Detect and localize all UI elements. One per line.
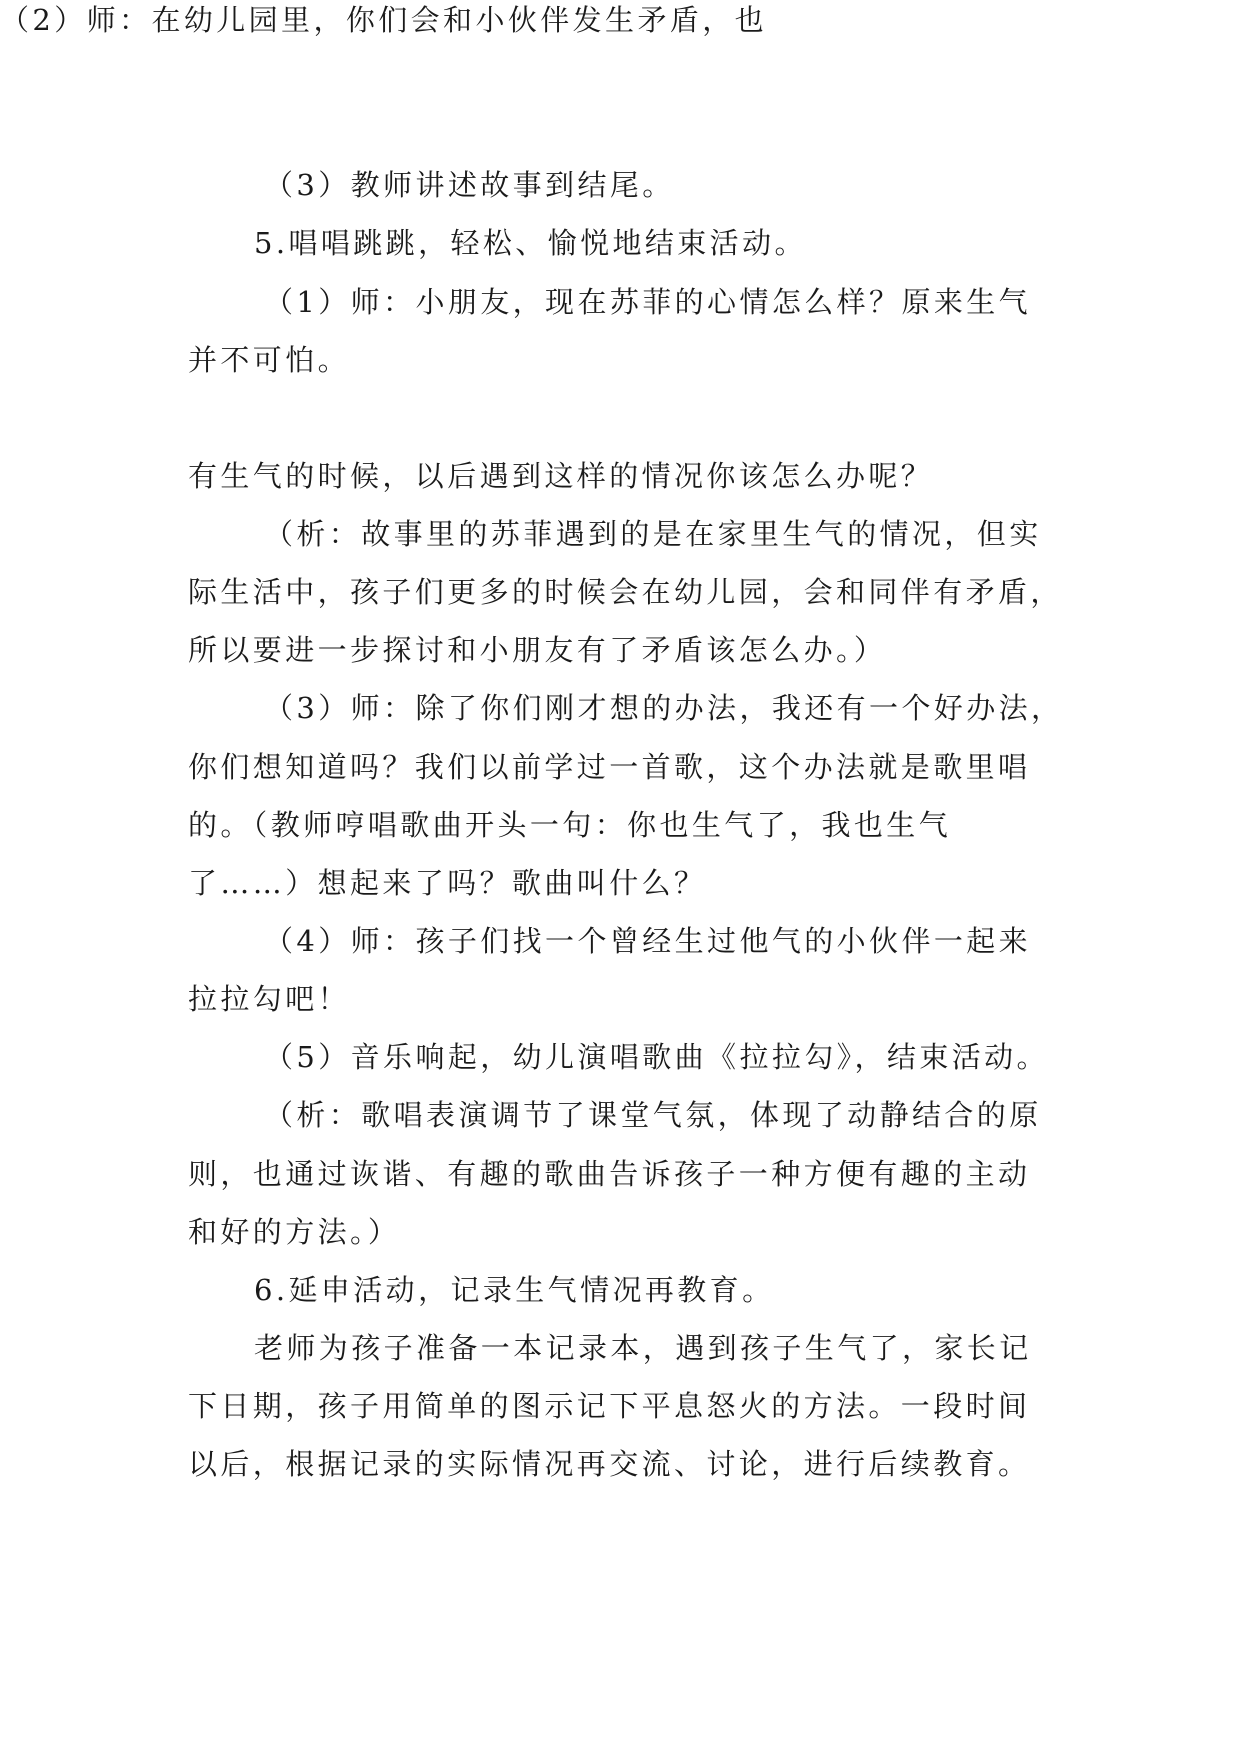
text-line: 下日期，孩子用简单的图示记下平息怒火的方法。一段时间 [188,1389,1031,1423]
text-line: 以后，根据记录的实际情况再交流、讨论，进行后续教育。 [188,1447,1031,1481]
text-line: 你们想知道吗？我们以前学过一首歌，这个办法就是歌里唱 [188,750,1031,784]
text-line: 有生气的时候，以后遇到这样的情况你该怎么办呢？ [188,459,934,493]
text-line: （2）师：在幼儿园里，你们会和小伙伴发生矛盾，也 [0,3,768,37]
text-line: （3）师：除了你们刚才想的办法，我还有一个好办法， [264,691,1064,725]
text-line: 了……）想起来了吗？歌曲叫什么？ [188,866,707,900]
text-line: 和好的方法。） [188,1215,401,1249]
text-line: 并不可怕。 [188,343,351,377]
text-line: 际生活中，孩子们更多的时候会在幼儿园，会和同伴有矛盾， [188,575,1063,609]
section-heading: 5.唱唱跳跳，轻松、愉悦地结束活动。 [254,226,807,260]
section-heading: 6.延申活动，记录生气情况再教育。 [254,1273,775,1307]
text-line: （3）教师讲述故事到结尾。 [264,168,675,202]
text-line: （1）师：小朋友，现在苏菲的心情怎么样？原来生气 [264,285,1032,319]
text-line: （析：歌唱表演调节了课堂气氛，体现了动静结合的原 [264,1098,1042,1132]
text-line: 老师为孩子准备一本记录本，遇到孩子生气了，家长记 [254,1331,1032,1365]
text-line: 拉拉勾吧！ [188,982,351,1016]
text-line: （析：故事里的苏菲遇到的是在家里生气的情况，但实 [264,517,1042,551]
text-line: 的。（教师哼唱歌曲开头一句：你也生气了，我也生气 [188,808,952,842]
text-line: 所以要进一步探讨和小朋友有了矛盾该怎么办。） [188,633,887,667]
text-line: （4）师：孩子们找一个曾经生过他气的小伙伴一起来 [264,924,1032,958]
text-line: 则，也通过诙谐、有趣的歌曲告诉孩子一种方便有趣的主动 [188,1157,1031,1191]
text-line: （5）音乐响起，幼儿演唱歌曲《拉拉勾》，结束活动。 [264,1040,1049,1074]
